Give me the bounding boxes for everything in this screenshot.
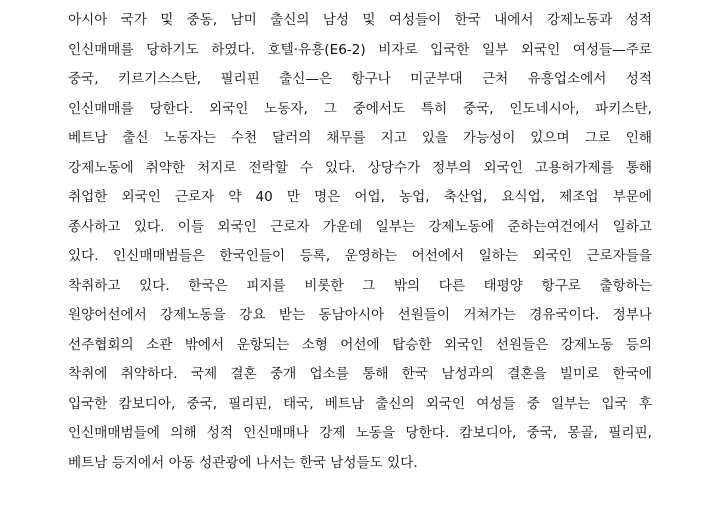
paragraph-line: 착취하고 있다. 한국은 피지를 비롯한 그 밖의 다른 태평양 항구로 출항하는 (68, 277, 652, 294)
paragraph-line: 취업한 외국인 근로자 약 40 만 명은 어업, 농업, 축산업, 요식업, 제조업 부문에 (68, 189, 652, 205)
paragraph-line: 강제노동에 취약한 처지로 전락할 수 있다. 상당수가 정부의 외국인 고용허가제를 통해 (68, 159, 652, 176)
paragraph-line: 선주협회의 소관 밖에서 운항되는 소형 어선에 탑승한 외국인 선원들은 강제노동 등의 (68, 336, 652, 353)
paragraph-line: 베트남 출신 노동자는 수천 달러의 채무를 지고 있을 가능성이 있으며 그로 인해 (68, 130, 652, 146)
paragraph-line: 인신매매를 당하기도 하였다. 호텔·유흥(E6-2) 비자로 입국한 일부 외국인 여성들—주로 (68, 41, 652, 58)
paragraph-line: 착취에 취약하다. 국제 결혼 중개 업소를 통해 한국 남성과의 결혼을 빌미로 한국에 (68, 366, 652, 382)
paragraph-line: 아시아 국가 및 중동, 남미 출신의 남성 및 여성들이 한국 내에서 강제노동과 성적 (68, 12, 652, 28)
paragraph-line: 인신매매를 당한다. 외국인 노동자, 그 중에서도 특히 중국, 인도네시아, 파키스탄, (68, 100, 652, 117)
paragraph-line: 베트남 등지에서 아동 성관광에 나서는 한국 남성들도 있다. (68, 454, 418, 471)
paragraph-line: 있다. 인신매매범들은 한국인들이 등록, 운영하는 어선에서 일하는 외국인 근로자들을 (68, 248, 652, 264)
paragraph-line: 종사하고 있다. 이들 외국인 근로자 가운데 일부는 강제노동에 준하는여건에서 일하고 (68, 218, 652, 235)
paragraph-line: 중국, 키르기스스탄, 필리핀 출신—은 항구나 미군부대 근처 유흥업소에서 성적 (68, 71, 652, 87)
paragraph-line: 입국한 캄보디아, 중국, 필리핀, 태국, 베트남 출신의 외국인 여성들 중 일부는 입국 후 (68, 395, 652, 412)
body-paragraph (68, 6, 652, 478)
paragraph-line: 원양어선에서 강제노동을 강요 받는 동남아시아 선원들이 거쳐가는 경유국이다. 정부나 (68, 307, 652, 323)
paragraph-line: 인신매매범들에 의해 성적 인신매매나 강제 노동을 당한다. 캄보디아, 중국, 몽골, 필리핀, (68, 425, 652, 441)
